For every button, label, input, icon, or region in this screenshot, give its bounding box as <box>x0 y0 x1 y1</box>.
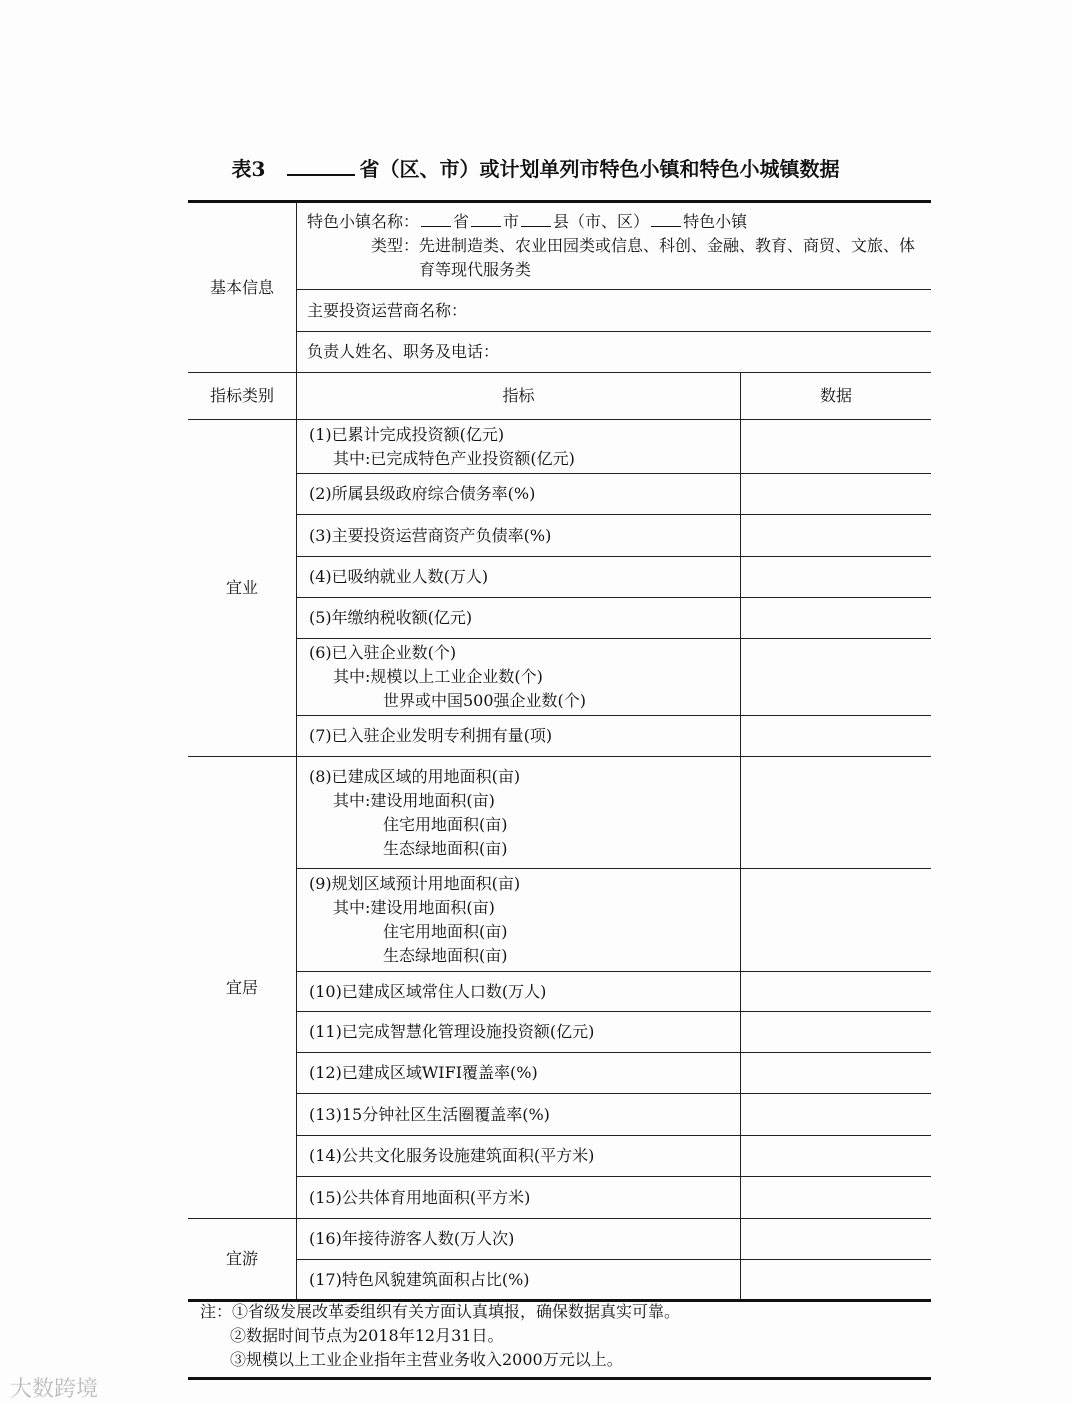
table-row <box>188 757 931 869</box>
indicator-line: (13)15分钟社区生活圈覆盖率(%) <box>309 1104 550 1124</box>
indicator-cell <box>297 1094 741 1136</box>
name-part: 市 <box>503 212 520 231</box>
data-cell[interactable] <box>741 1219 932 1260</box>
data-cell[interactable] <box>741 420 932 474</box>
data-cell[interactable] <box>741 474 932 515</box>
indicator-cell <box>297 474 741 515</box>
indicator-line: (12)已建成区域WIFI覆盖率(%) <box>309 1063 538 1082</box>
indicator-line: (14)公共文化服务设施建筑面积(平方米) <box>309 1146 595 1165</box>
note-item: ①省级发展改革委组织有关方面认真填报，确保数据真实可靠。 <box>232 1302 681 1321</box>
indicator-line: (2)所属县级政府综合债务率(%) <box>309 484 536 503</box>
indicator-line: 其中:规模以上工业企业数(个) <box>333 667 543 686</box>
data-cell[interactable] <box>741 1012 932 1053</box>
table-title <box>0 153 1071 182</box>
name-part: 县（市、区） <box>553 212 650 231</box>
watermark: 大数跨境 <box>10 1377 99 1402</box>
indicator-line: (8)已建成区域的用地面积(亩) <box>309 766 521 786</box>
data-cell[interactable] <box>741 716 932 757</box>
indicator-line: (10)已建成区域常住人口数(万人) <box>309 981 547 1001</box>
type-text: 先进制造类、农业田园类或信息、科创、金融、教育、商贸、文旅、体育等现代服务类 <box>419 236 916 279</box>
category-cell: 宜游 <box>188 1219 297 1301</box>
indicator-cell <box>297 1177 741 1219</box>
indicator-line: (7)已入驻企业发明专利拥有量(项) <box>309 726 553 745</box>
name-part: 省 <box>453 212 470 231</box>
table-row <box>188 420 931 474</box>
contact-cell: 负责人姓名、职务及电话： <box>297 332 932 373</box>
data-cell[interactable] <box>741 557 932 598</box>
name-label: 特色小镇名称： <box>307 212 420 231</box>
indicator-cell <box>297 972 741 1012</box>
data-cell[interactable] <box>741 639 932 716</box>
bottom-rule <box>188 1377 931 1380</box>
indicator-line: (6)已入驻企业数(个) <box>309 643 457 662</box>
indicator-cell <box>297 639 741 716</box>
notes-label: 注： <box>200 1302 233 1321</box>
table-row <box>188 474 931 515</box>
notes <box>200 1300 680 1372</box>
table-row <box>188 515 931 557</box>
table-row <box>188 598 931 639</box>
indicator-cell <box>297 1053 741 1094</box>
indicator-cell <box>297 1260 741 1301</box>
indicator-cell <box>297 1012 741 1053</box>
note-item: ③规模以上工业企业指年主营业务收入2000万元以上。 <box>230 1350 623 1369</box>
header-indicator: 指标 <box>297 373 741 420</box>
indicator-line: (11)已完成智慧化管理设施投资额(亿元) <box>309 1022 595 1041</box>
table-row <box>188 716 931 757</box>
category-basic: 基本信息 <box>188 202 297 373</box>
category-cell: 宜业 <box>188 420 297 757</box>
indicator-line: 住宅用地面积(亩) <box>383 922 508 941</box>
table-row <box>188 1177 931 1219</box>
indicator-cell <box>297 598 741 639</box>
table-number: 表3 <box>231 157 266 181</box>
table-row <box>188 1260 931 1301</box>
indicator-line: (17)特色风貌建筑面积占比(%) <box>309 1269 530 1289</box>
indicator-line: (16)年接待游客人数(万人次) <box>309 1229 515 1248</box>
indicator-cell <box>297 757 741 869</box>
category-cell: 宜居 <box>188 757 297 1219</box>
indicator-line: 其中:建设用地面积(亩) <box>333 898 495 917</box>
indicator-line: (1)已累计完成投资额(亿元) <box>309 424 505 444</box>
indicator-line: (9)规划区域预计用地面积(亩) <box>309 874 521 893</box>
data-cell[interactable] <box>741 515 932 557</box>
data-cell[interactable] <box>741 869 932 972</box>
data-cell[interactable] <box>741 972 932 1012</box>
data-cell[interactable] <box>741 1136 932 1177</box>
data-cell[interactable] <box>741 1053 932 1094</box>
investor-cell: 主要投资运营商名称： <box>297 290 932 332</box>
blank-line <box>287 156 355 176</box>
indicator-cell <box>297 716 741 757</box>
table-row <box>188 1012 931 1053</box>
indicator-cell <box>297 557 741 598</box>
indicator-line: 生态绿地面积(亩) <box>383 838 508 858</box>
table-row <box>188 557 931 598</box>
data-cell[interactable] <box>741 598 932 639</box>
data-cell[interactable] <box>741 757 932 869</box>
data-cell[interactable] <box>741 1260 932 1301</box>
table-row <box>188 1136 931 1177</box>
data-cell[interactable] <box>741 1177 932 1219</box>
name-part: 特色小镇 <box>683 212 748 231</box>
header-data: 数据 <box>741 373 932 420</box>
note-item: ②数据时间节点为2018年12月31日。 <box>230 1326 504 1345</box>
table-row <box>188 869 931 972</box>
indicator-cell <box>297 1136 741 1177</box>
type-label: 类型： <box>371 236 420 255</box>
table-row <box>188 972 931 1012</box>
town-name-cell <box>297 202 932 290</box>
indicator-line: 世界或中国500强企业数(个) <box>383 691 587 710</box>
table-row <box>188 1094 931 1136</box>
indicator-line: (5)年缴纳税收额(亿元) <box>309 608 473 627</box>
header-category: 指标类别 <box>188 373 297 420</box>
indicator-line: (3)主要投资运营商资产负债率(%) <box>309 525 552 545</box>
table-row <box>188 639 931 716</box>
title-text: 省（区、市）或计划单列市特色小镇和特色小城镇数据 <box>359 157 840 181</box>
table-row <box>188 1219 931 1260</box>
indicator-line: 其中:建设用地面积(亩) <box>333 790 495 810</box>
indicator-cell <box>297 515 741 557</box>
indicator-line: (4)已吸纳就业人数(万人) <box>309 567 489 586</box>
table-row <box>188 1053 931 1094</box>
indicator-line: (15)公共体育用地面积(平方米) <box>309 1187 531 1207</box>
indicator-cell <box>297 1219 741 1260</box>
indicator-cell <box>297 869 741 972</box>
indicator-cell <box>297 420 741 474</box>
indicator-line: 其中:已完成特色产业投资额(亿元) <box>333 448 575 468</box>
data-cell[interactable] <box>741 1094 932 1136</box>
indicator-line: 生态绿地面积(亩) <box>383 946 508 965</box>
data-table <box>188 200 931 1302</box>
indicator-line: 住宅用地面积(亩) <box>383 814 508 834</box>
